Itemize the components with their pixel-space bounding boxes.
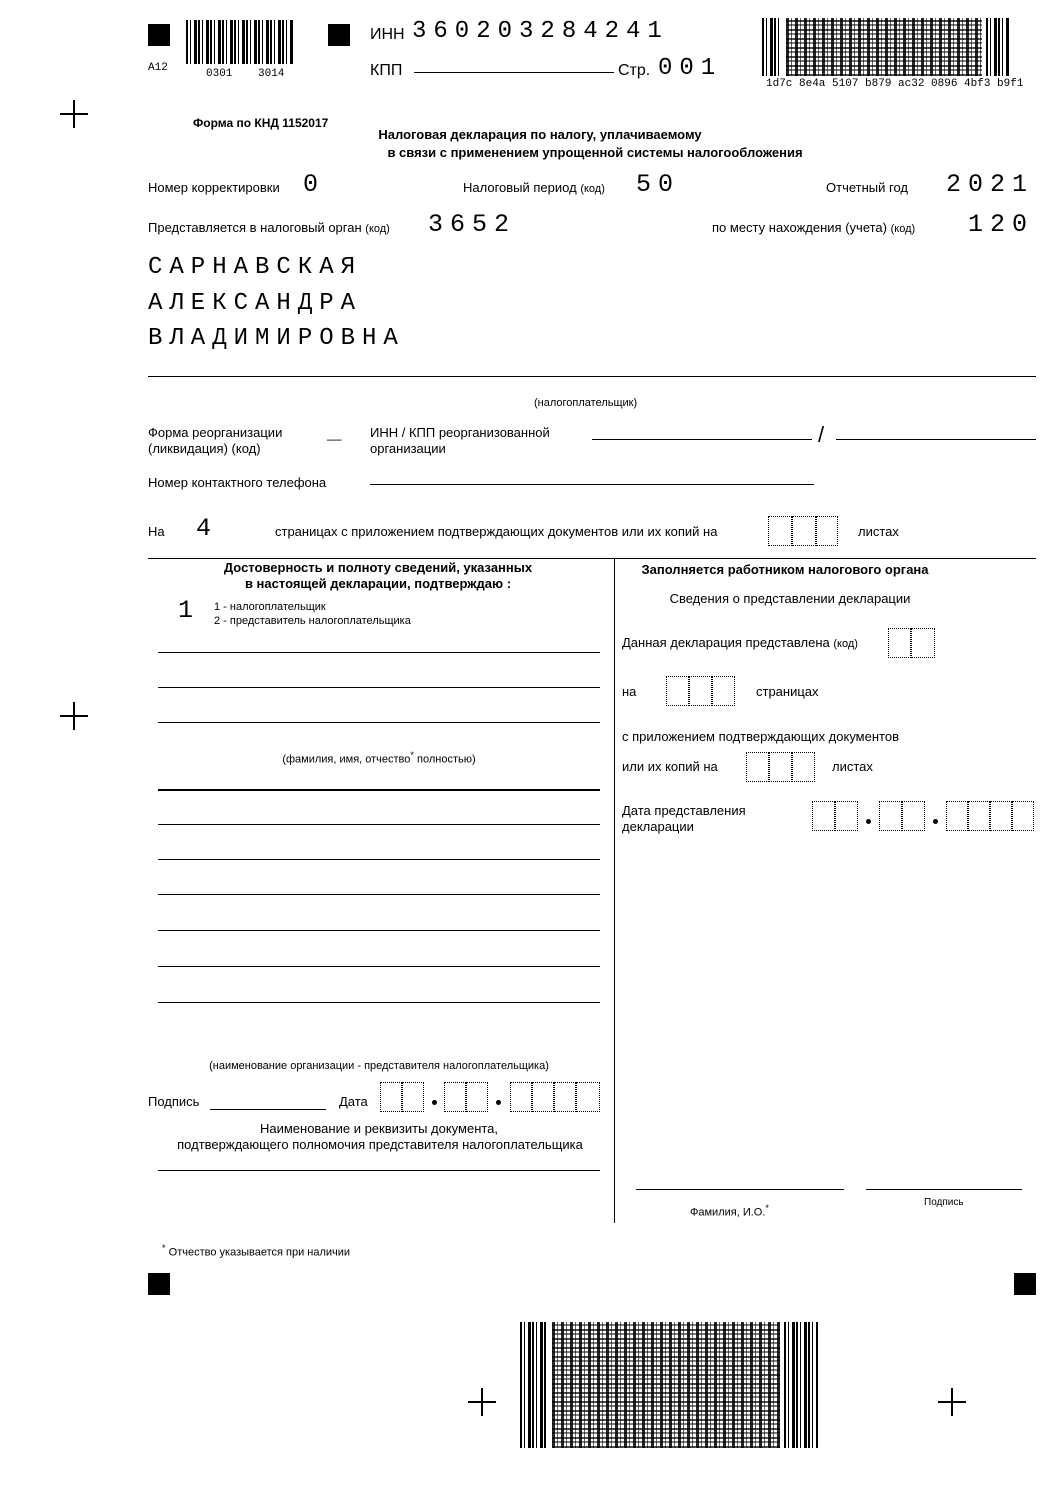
right-sign-line [866, 1189, 1022, 1190]
taxpayer-underline [148, 376, 1036, 377]
correction-label: Номер корректировки [148, 180, 280, 195]
attach-label-1: с приложением подтверждающих документов [622, 729, 899, 744]
top-right-barcode-right-bars [986, 18, 1010, 76]
right-sign-label: Подпись [924, 1197, 964, 1208]
date-year-cell-2[interactable] [532, 1082, 554, 1112]
sheets-cell-1[interactable] [768, 516, 792, 546]
authority-label: Представляется в налоговый орган (код) [148, 220, 390, 235]
right-date-year-cell-4[interactable] [1012, 801, 1034, 831]
phone-label: Номер контактного телефона [148, 475, 327, 490]
signature-line [210, 1109, 326, 1110]
org-line-5 [158, 930, 600, 931]
page-label: Стр. [618, 62, 651, 79]
right-sheets-cell-1[interactable] [746, 752, 769, 782]
fio-line-1 [158, 652, 600, 653]
inn-label: ИНН [370, 26, 405, 43]
submitted-cell-1[interactable] [888, 628, 911, 658]
signer-option-2: 2 - представитель налогоплательщика [214, 615, 411, 627]
corner-marker-top-left [148, 24, 170, 46]
submitted-label: Данная декларация представлена (код) [622, 635, 858, 650]
right-date-month-cell-2[interactable] [902, 801, 925, 831]
date-separator-dot [496, 1100, 501, 1105]
right-pages-cell-2[interactable] [689, 676, 712, 706]
top-barcode [186, 20, 294, 64]
reorg-form-label-1: Форма реорганизации [148, 425, 283, 440]
doc-line [158, 1170, 600, 1171]
doc-caption-2: подтверждающего полномочия представителя налогоплательщика [177, 1137, 583, 1152]
date-label: Дата [339, 1094, 368, 1109]
doc-caption-1: Наименование и реквизиты документа, [259, 1121, 499, 1136]
reorg-inn-kpp-label-1: ИНН / КПП реорганизованной [370, 425, 550, 440]
sheets-cell-2[interactable] [792, 516, 816, 546]
right-date-day-cell-1[interactable] [812, 801, 835, 831]
signer-value: 1 [178, 596, 201, 625]
registration-cross-icon [60, 702, 88, 730]
kpp-line [414, 72, 614, 73]
location-value: 120 [968, 210, 1035, 239]
year-value: 2021 [946, 170, 1035, 199]
date-day-cell-2[interactable] [402, 1082, 424, 1112]
signature-label: Подпись [148, 1094, 200, 1109]
date-month-cell-2[interactable] [466, 1082, 488, 1112]
footnote: * Отчество указывается при наличии [162, 1243, 351, 1259]
reorg-form-dash: __ [327, 426, 342, 441]
code-a: A12 [148, 62, 168, 74]
inn-value: 360203284241 [412, 18, 669, 45]
date-year-cell-1[interactable] [510, 1082, 532, 1112]
code-c: 3014 [258, 68, 285, 80]
right-date-label-1: Дата представления [622, 803, 746, 818]
pages-on-label: На [148, 524, 165, 539]
barcode-hash: 1d7c 8e4a 5107 b879 ac32 0896 4bf3 b9f1 [766, 78, 1024, 90]
bottom-barcode-right-bars [784, 1322, 818, 1448]
right-date-month-cell-1[interactable] [879, 801, 902, 831]
reorg-inn-line [592, 439, 812, 440]
corner-marker-bottom-left [148, 1273, 170, 1295]
date-year-cell-3[interactable] [554, 1082, 576, 1112]
right-date-separator-dot [933, 819, 938, 824]
corner-marker-top-mid [328, 24, 350, 46]
org-line-6 [158, 966, 600, 967]
kpp-label: КПП [370, 62, 403, 79]
right-pages-cell-1[interactable] [666, 676, 689, 706]
period-value: 50 [636, 170, 681, 199]
year-label: Отчетный год [826, 180, 908, 195]
signer-option-1: 1 - налогоплательщик [214, 601, 326, 613]
reorg-form-label-2: (ликвидация) (код) [148, 441, 261, 456]
code-b: 0301 [206, 68, 233, 80]
right-date-year-cell-1[interactable] [946, 801, 968, 831]
right-sheets-cell-3[interactable] [792, 752, 815, 782]
taxpayer-name-line1: САРНАВСКАЯ [148, 254, 363, 281]
reorg-slash: / [818, 422, 825, 447]
bottom-barcode-left-bars [520, 1322, 548, 1448]
authority-value: 3652 [428, 210, 517, 239]
right-date-day-cell-2[interactable] [835, 801, 858, 831]
corner-marker-bottom-right [1014, 1273, 1036, 1295]
right-pages-cell-3[interactable] [712, 676, 735, 706]
taxpayer-name-line3: ВЛАДИМИРОВНА [148, 325, 405, 352]
org-line-3 [158, 859, 600, 860]
form-title-line1: Налоговая декларация по налогу, уплачиваемому [378, 127, 702, 142]
location-label: по месту нахождения (учета) (код) [712, 220, 916, 235]
taxpayer-name-line2: АЛЕКСАНДРА [148, 290, 363, 317]
left-title-1: Достоверность и полноту сведений, указанных [223, 560, 533, 575]
right-sheets-label: листах [832, 759, 873, 774]
sheets-cell-3[interactable] [816, 516, 838, 546]
submitted-cell-2[interactable] [911, 628, 935, 658]
attach-label-2: или их копий на [622, 759, 718, 774]
right-date-year-cell-2[interactable] [968, 801, 990, 831]
registration-cross-icon [60, 100, 88, 128]
org-caption: (наименование организации - представителя налогоплательщика) [209, 1060, 549, 1072]
org-line-2 [158, 824, 600, 825]
right-date-label-2: декларации [622, 819, 694, 834]
org-line-4 [158, 894, 600, 895]
page-value: 001 [658, 55, 723, 82]
date-month-cell-1[interactable] [444, 1082, 466, 1112]
right-sheets-cell-2[interactable] [769, 752, 792, 782]
right-pages-label: страницах [756, 684, 819, 699]
right-date-separator-dot [866, 819, 871, 824]
bottom-matrix-code [552, 1322, 780, 1448]
correction-value: 0 [303, 170, 326, 199]
registration-cross-icon [938, 1388, 966, 1416]
date-day-cell-1[interactable] [380, 1082, 402, 1112]
pages-count: 4 [196, 514, 219, 543]
knd-label: Форма по КНД 1152017 [193, 116, 329, 130]
right-fio-label: Фамилия, И.О.* [690, 1203, 769, 1219]
pages-sheets-label: листах [858, 524, 899, 539]
fio-line-2 [158, 687, 600, 688]
top-right-matrix-code [786, 18, 982, 76]
registration-cross-icon [468, 1388, 496, 1416]
org-line-1 [158, 789, 600, 791]
period-label: Налоговый период (код) [463, 180, 605, 195]
left-title-2: в настоящей декларации, подтверждаю : [244, 576, 512, 591]
reorg-kpp-line [836, 439, 1036, 440]
right-title: Заполняется работником налогового органа [641, 562, 929, 577]
right-fio-line [636, 1189, 844, 1190]
fio-line-3 [158, 722, 600, 723]
fio-caption: (фамилия, имя, отчество* полностью) [282, 750, 476, 766]
right-date-year-cell-3[interactable] [990, 801, 1012, 831]
right-subtitle: Сведения о представлении декларации [669, 591, 911, 606]
column-divider [614, 558, 615, 1223]
section-divider [148, 558, 1036, 559]
top-right-barcode-left-bars [762, 18, 782, 76]
form-title-line2: в связи с применением упрощенной системы налогообложения [387, 145, 803, 160]
right-on-label: на [622, 684, 637, 699]
date-separator-dot [432, 1100, 437, 1105]
phone-line [370, 484, 814, 485]
pages-text: страницах с приложением подтверждающих документов или их копий на [275, 524, 718, 539]
org-line-7 [158, 1002, 600, 1003]
date-year-cell-4[interactable] [576, 1082, 600, 1112]
reorg-inn-kpp-label-2: организации [370, 441, 446, 456]
taxpayer-caption: (налогоплательщик) [534, 397, 638, 409]
